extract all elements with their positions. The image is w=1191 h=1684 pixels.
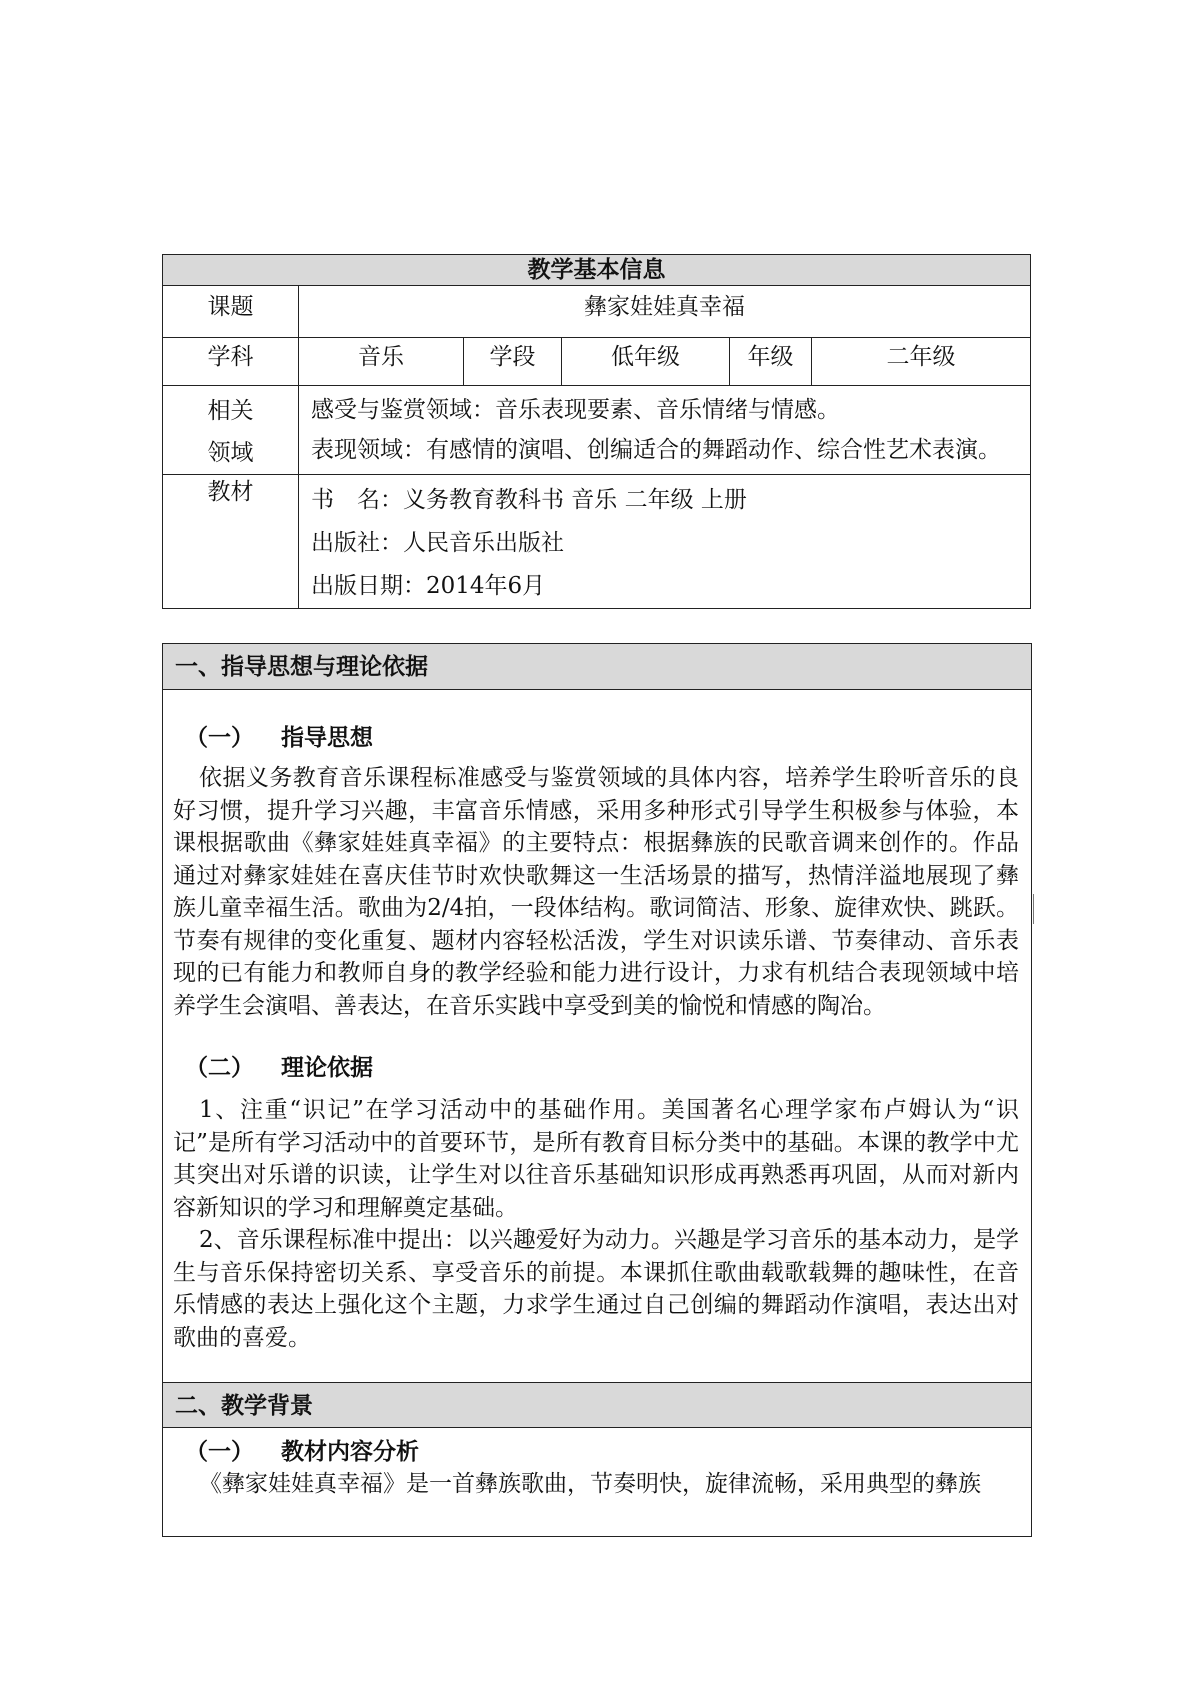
basic-info-table bbox=[162, 254, 1031, 609]
subsection-material-analysis-heading bbox=[163, 1436, 1031, 1468]
material-line-1: 书 名：义务教育教科书 音乐 二年级 上册 bbox=[311, 487, 747, 513]
domain-label-line-2: 领域 bbox=[207, 440, 254, 466]
domain-label-line-1: 相关 bbox=[207, 398, 254, 424]
subsection-number: （一） bbox=[185, 1438, 254, 1465]
topic-value: 彝家娃娃真幸福 bbox=[299, 286, 1031, 338]
subsection-title: 理论依据 bbox=[281, 1054, 373, 1081]
section-teaching-background bbox=[162, 1383, 1032, 1537]
table-title-row bbox=[163, 255, 1031, 286]
table-title: 教学基本信息 bbox=[163, 255, 1031, 286]
section-2-header: 二、教学背景 bbox=[163, 1383, 1031, 1428]
subject-value: 音乐 bbox=[299, 338, 464, 386]
subsection-title: 指导思想 bbox=[281, 724, 373, 751]
material-line-2: 出版社：人民音乐出版社 bbox=[311, 530, 564, 556]
subsection-number: （二） bbox=[185, 1054, 254, 1081]
section-guiding-ideology bbox=[162, 643, 1032, 1383]
subsection-title: 教材内容分析 bbox=[281, 1438, 419, 1465]
domain-row bbox=[163, 386, 1031, 475]
topic-label: 课题 bbox=[163, 286, 299, 338]
subject-row bbox=[163, 338, 1031, 386]
subsection-number: （一） bbox=[185, 724, 254, 751]
theory-paragraph-1: 1、注重“识记”在学习活动中的基础作用。美国著名心理学家布卢姆认为“识记”是所有学习活动中的首要环节，是所有教育目标分类中的基础。本课的教学中尤其突出对乐谱的识读，让学生对以往音乐基础知识形成再熟悉再巩固，从而对新内容新知识的学习和理解奠定基础。 bbox=[173, 1097, 1019, 1221]
domain-line-1: 感受与鉴赏领域：音乐表现要素、音乐情绪与情感。 bbox=[311, 397, 840, 423]
stage-label: 学段 bbox=[464, 338, 562, 386]
material-analysis-paragraph: 《彝家娃娃真幸福》是一首彝族歌曲，节奏明快，旋律流畅，采用典型的彝族 bbox=[199, 1471, 981, 1497]
margin-mark bbox=[1033, 894, 1034, 924]
subsection-guiding-heading bbox=[163, 722, 1031, 754]
domain-line-2: 表现领域：有感情的演唱、创编适合的舞蹈动作、综合性艺术表演。 bbox=[311, 437, 1001, 463]
subsection-theory-heading bbox=[163, 1052, 1031, 1084]
topic-row bbox=[163, 286, 1031, 338]
material-label: 教材 bbox=[163, 475, 299, 609]
section-1-header: 一、指导思想与理论依据 bbox=[163, 644, 1031, 690]
domain-content bbox=[299, 386, 1031, 475]
material-row bbox=[163, 475, 1031, 609]
domain-label-cell bbox=[163, 386, 299, 475]
guiding-paragraph: 依据义务教育音乐课程标准感受与鉴赏领域的具体内容，培养学生聆听音乐的良好习惯，提升学习兴趣，丰富音乐情感，采用多种形式引导学生积极参与体验，本课根据歌曲《彝家娃娃真幸福》的主要特点：根据彝族的民歌音调来创作的。作品通过对彝家娃娃在喜庆佳节时欢快歌舞这一生活场景的描写，热情洋溢地展现了彝族儿童幸福生活。歌曲为2/4拍，一段体结构。歌词简洁、形象、旋律欢快、跳跃。节奏有规律的变化重复、题材内容轻松活泼，学生对识读乐谱、节奏律动、音乐表现的已有能力和教师自身的教学经验和能力进行设计，力求有机结合表现领域中培养学生会演唱、善表达，在音乐实践中享受到美的愉悦和情感的陶冶。 bbox=[173, 765, 1019, 1019]
material-content bbox=[299, 475, 1031, 609]
subject-label: 学科 bbox=[163, 338, 299, 386]
theory-paragraph-2: 2、音乐课程标准中提出：以兴趣爱好为动力。兴趣是学习音乐的基本动力，是学生与音乐保持密切关系、享受音乐的前提。本课抓住歌曲载歌载舞的趣味性，在音乐情感的表达上强化这个主题，力求学生通过自己创编的舞蹈动作演唱，表达出对歌曲的喜爱。 bbox=[173, 1227, 1019, 1351]
grade-value: 二年级 bbox=[812, 338, 1031, 386]
stage-value: 低年级 bbox=[562, 338, 730, 386]
grade-label: 年级 bbox=[730, 338, 812, 386]
material-line-3: 出版日期：2014年6月 bbox=[311, 573, 546, 599]
